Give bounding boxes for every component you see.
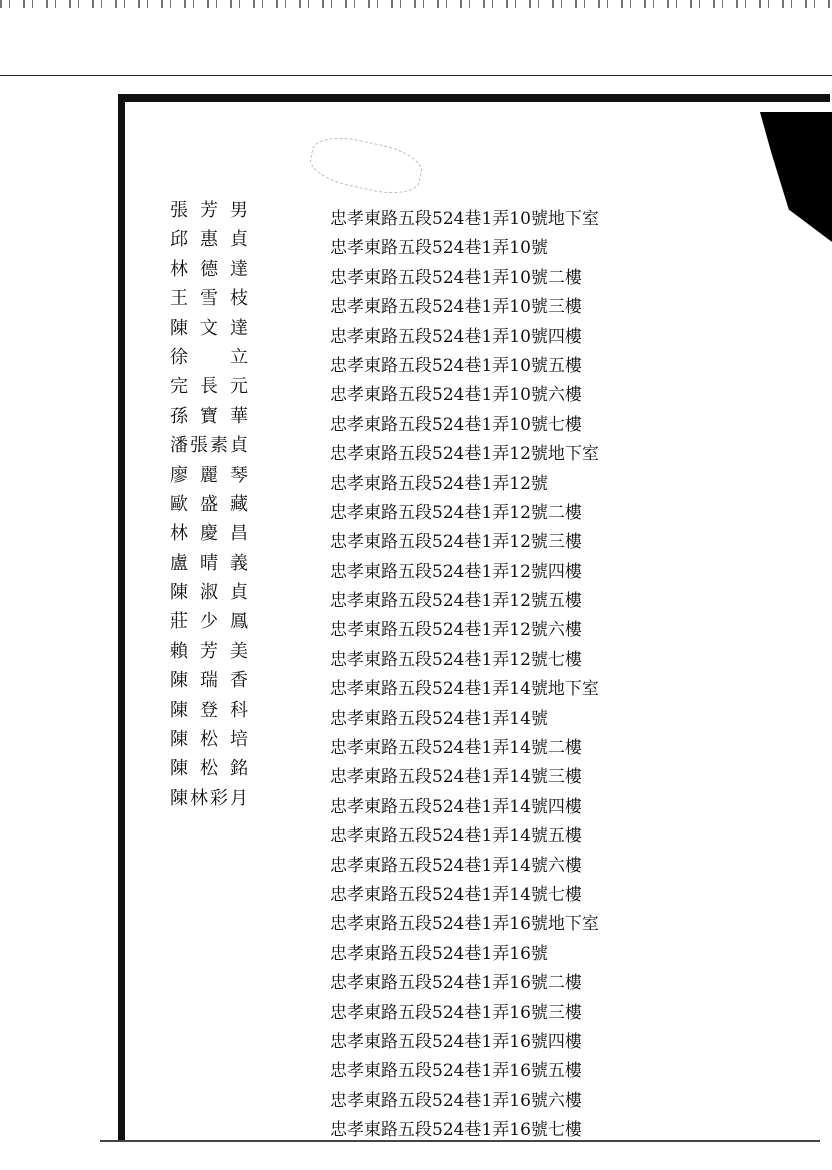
- address-line: 忠孝東路五段524巷1弄16號五樓: [330, 1061, 582, 1082]
- resident-name: 徐 立: [170, 346, 260, 368]
- address-line: 忠孝東路五段524巷1弄16號六樓: [330, 1090, 582, 1111]
- address-line: 忠孝東路五段524巷1弄14號七樓: [330, 884, 582, 905]
- address-line: 忠孝東路五段524巷1弄10號二樓: [330, 267, 582, 288]
- faint-stamp: [306, 131, 425, 200]
- address-line: 忠孝東路五段524巷1弄10號三樓: [330, 297, 582, 318]
- resident-name: 陳文達: [170, 317, 260, 339]
- address-line: 忠孝東路五段524巷1弄16號地下室: [330, 914, 599, 935]
- address-line: 忠孝東路五段524巷1弄14號二樓: [330, 738, 582, 759]
- address-line: 忠孝東路五段524巷1弄10號: [330, 238, 548, 259]
- resident-name: 孫寶華: [170, 405, 260, 427]
- address-line: 忠孝東路五段524巷1弄10號七樓: [330, 414, 582, 435]
- address-line: 忠孝東路五段524巷1弄10號六樓: [330, 385, 582, 406]
- address-line: 忠孝東路五段524巷1弄12號四樓: [330, 561, 582, 582]
- resident-name: 邱惠貞: [170, 229, 260, 251]
- address-column: [330, 205, 710, 1146]
- address-line: 忠孝東路五段524巷1弄16號: [330, 943, 548, 964]
- address-line: 忠孝東路五段524巷1弄14號五樓: [330, 826, 582, 847]
- address-line: 忠孝東路五段524巷1弄14號地下室: [330, 679, 599, 700]
- address-line: 忠孝東路五段524巷1弄14號三樓: [330, 767, 582, 788]
- resident-name: 莊少鳳: [170, 611, 260, 633]
- address-line: 忠孝東路五段524巷1弄10號四樓: [330, 326, 582, 347]
- scan-noise-strip: [0, 0, 832, 8]
- resident-name: 完長元: [170, 376, 260, 398]
- sheet-top-edge: [118, 94, 830, 102]
- address-line: 忠孝東路五段524巷1弄14號四樓: [330, 796, 582, 817]
- resident-name: 林慶昌: [170, 523, 260, 545]
- resident-name: 陳林彩月: [170, 787, 250, 809]
- address-line: 忠孝東路五段524巷1弄16號四樓: [330, 1031, 582, 1052]
- resident-name: 陳松銘: [170, 758, 260, 780]
- resident-name: 陳登科: [170, 699, 260, 721]
- resident-name: 盧晴義: [170, 552, 260, 574]
- address-line: 忠孝東路五段524巷1弄16號三樓: [330, 1002, 582, 1023]
- resident-name: 陳瑞香: [170, 670, 260, 692]
- resident-name: 賴芳美: [170, 640, 260, 662]
- address-line: 忠孝東路五段524巷1弄16號七樓: [330, 1120, 582, 1141]
- resident-name: 王雪枝: [170, 288, 260, 310]
- address-line: 忠孝東路五段524巷1弄14號六樓: [330, 855, 582, 876]
- top-rule: [0, 75, 832, 76]
- address-line: 忠孝東路五段524巷1弄12號三樓: [330, 532, 582, 553]
- resident-name: 張芳男: [170, 200, 260, 221]
- address-line: 忠孝東路五段524巷1弄12號七樓: [330, 649, 582, 670]
- name-column: [170, 196, 290, 813]
- sheet-fold-shadow: [760, 112, 832, 242]
- sheet-left-edge: [118, 100, 125, 1140]
- address-line: 忠孝東路五段524巷1弄10號地下室: [330, 209, 599, 229]
- resident-name: 林德達: [170, 258, 260, 280]
- address-line: 忠孝東路五段524巷1弄12號地下室: [330, 444, 599, 465]
- resident-name: 陳松培: [170, 729, 260, 751]
- resident-name: 潘張素貞: [170, 435, 250, 457]
- address-line: 忠孝東路五段524巷1弄12號二樓: [330, 502, 582, 523]
- resident-name: 廖麗琴: [170, 464, 260, 486]
- address-line: 忠孝東路五段524巷1弄10號五樓: [330, 355, 582, 376]
- address-line: 忠孝東路五段524巷1弄16號二樓: [330, 973, 582, 994]
- resident-name: 陳淑貞: [170, 582, 260, 604]
- address-line: 忠孝東路五段524巷1弄12號六樓: [330, 620, 582, 641]
- address-line: 忠孝東路五段524巷1弄12號: [330, 473, 548, 494]
- resident-name: 歐盛藏: [170, 493, 260, 515]
- address-line: 忠孝東路五段524巷1弄12號五樓: [330, 591, 582, 612]
- address-line: 忠孝東路五段524巷1弄14號: [330, 708, 548, 729]
